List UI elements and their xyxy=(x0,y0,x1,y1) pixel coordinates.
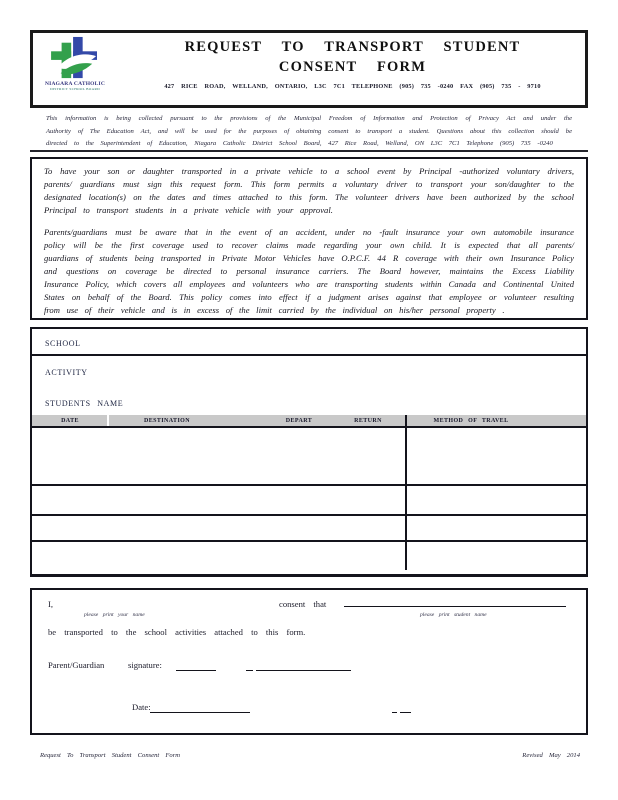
form-title-block xyxy=(128,39,577,90)
column-header-return: RETURN xyxy=(354,417,382,424)
intro-box xyxy=(30,157,588,320)
i-label: I, xyxy=(48,599,54,609)
student-name-field xyxy=(32,387,586,415)
board-subtitle: DISTRICT SCHOOL BOARD xyxy=(50,87,100,91)
right-blank-mark-2 xyxy=(400,703,411,713)
parent-guardian-label: Parent/Guardian xyxy=(48,660,105,670)
intro-paragraph-2: Parents/guardians must be aware that in the event of an accident, under no -fault insurance your own automobile insurance policy will be the first coverage used to recover claims made regarding your own child. It is expected that all parents/ guardians of students being transported in Private Motor Vehicles have O.P.C.F. 44 R coverage with their own Insurance Policy and questions on coverage be directed to personal insurance carriers. The Board however, maintains the Excess Liability Insurance Policy, which covers all employees and volunteers who are transporting students within Canada and Continental United States on behalf of the Board. This policy comes into effect if a judgment arises against that employee or volunteer resulting from use of their vehicle and is in excess of the limit carried by the individual on his/her personal property . xyxy=(44,227,574,315)
trips-table-header xyxy=(32,415,586,428)
signature-blank-line-short xyxy=(176,661,216,671)
activity-field xyxy=(32,356,586,387)
intro-paragraph-1: To have your son or daughter transported in a private vehicle to a school event by Principal -authorized voluntary drivers, parents/ guardians must sign this request form. This form permits a voluntary driver to transport your son/daughter to the designated location(s) on the dates and times attached to this form. The volunteer drivers have been authorized by the school Principal to transport students in a private vehicle with your approval. xyxy=(44,166,574,215)
trips-table-body xyxy=(32,428,586,570)
print-your-name-hint: please print your name xyxy=(84,612,145,618)
school-field xyxy=(32,329,586,356)
date-label: Date: xyxy=(132,702,151,712)
student-name-blank-line xyxy=(344,592,566,607)
divider-rule xyxy=(30,150,588,152)
page-footer xyxy=(40,752,580,759)
date-blank-line xyxy=(150,703,250,713)
table-row xyxy=(32,428,586,486)
footer-revised-date: Revised May 2014 xyxy=(522,752,580,759)
board-name: NIAGARA CATHOLIC xyxy=(44,81,106,87)
method-column-divider xyxy=(405,428,407,570)
right-blank-mark-1 xyxy=(392,703,397,713)
board-address: 427 RICE ROAD, WELLAND, ONTARIO, L3C 7C1 TELEPHONE (905) 735 -0240 FAX (905) 735 - 9710 xyxy=(164,83,541,90)
table-row xyxy=(32,486,586,516)
signature-label: signature: xyxy=(128,660,162,670)
table-row xyxy=(32,542,586,566)
school-label: SCHOOL xyxy=(45,339,81,348)
form-title-line2: CONSENT FORM xyxy=(278,59,427,75)
privacy-notice: This information is being collected pursuant to the provisions of the Municipal Freedom of Information and Protection of Privacy Act and under the Authority of The Education Act, and will be used for the purposes of obtaining consent to transport a student. Questions about this collection should be directed to the Superintendent of Education, Niagara Catholic District School Board, 427 Rice Road, Welland, ON L3C 7C1 Telephone (905) 735 -0240 xyxy=(46,115,572,147)
trip-details-box xyxy=(30,327,588,577)
form-header xyxy=(30,30,588,108)
column-header-date: DATE xyxy=(61,417,79,424)
column-header-depart: DEPART xyxy=(285,417,313,424)
column-header-method-of-travel: METHOD OF TRAVEL xyxy=(433,417,509,424)
footer-form-name: Request To Transport Student Consent Form xyxy=(40,752,181,759)
signature-blank-line-long xyxy=(256,661,351,671)
activity-label: ACTIVITY xyxy=(45,368,88,377)
consent-that-label: consent that xyxy=(279,599,327,609)
form-title-line1: REQUEST TO TRANSPORT STUDENT xyxy=(184,39,521,55)
table-row xyxy=(32,516,586,542)
cross-leaf-logo-icon xyxy=(49,36,101,80)
header-column-separator xyxy=(107,415,109,426)
board-logo xyxy=(39,36,111,91)
student-name-label: STUDENTS NAME xyxy=(45,399,124,408)
signature-blank-mark xyxy=(246,661,253,671)
consent-signature-box xyxy=(30,588,588,735)
be-transported-text: be transported to the school activities attached to this form. xyxy=(48,627,306,637)
header-method-divider xyxy=(405,415,407,426)
print-student-name-hint: please print student name xyxy=(420,612,487,618)
column-header-destination: DESTINATION xyxy=(144,417,190,424)
